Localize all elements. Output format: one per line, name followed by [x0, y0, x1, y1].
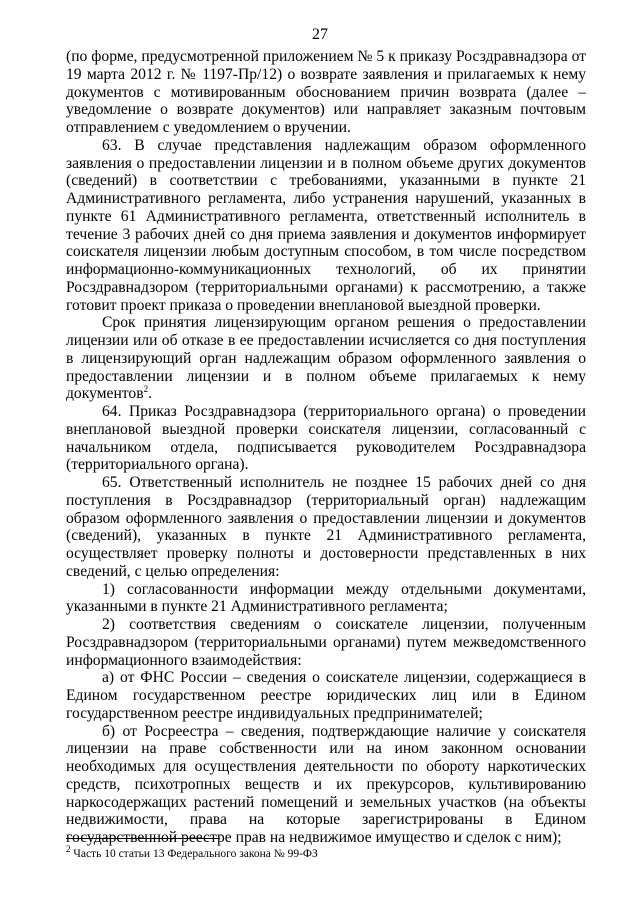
paragraph: (по форме, предусмотренной приложением № 5 к приказу Росздравнадзора от 19 марта 2012 г. № 1197-Пр/12) о возврате заявления и прилагаемых к нему документов с мотивированным обоснованием причин возврата (далее – уведомление о возврате документов) или направляет заказным почтовым отправлением с уведомлением о вручении.	[66, 48, 586, 136]
paragraph: Срок принятия лицензирующим органом решения о предоставлении лицензии или об отказе в ее предоставлении исчисляется со дня поступления в лицензирующий орган надлежащим образом оформленного заявления о предоставлении лицензии и в полном объеме прилагаемых к нему документов$^2$.	[66, 314, 586, 403]
paragraph: 1) согласованности информации между отдельными документами, указанными в пункте 21 Административного регламента;	[66, 580, 586, 616]
paragraph: 63. В случае представления надлежащим образом оформленного заявления о предоставлении лицензии и в полном объеме других документов (сведений) в соответствии с требованиями, указанными в пункте 21 Административного регламента, либо устранения нарушений, указанных в пункте 61 Административного регламента, ответственный исполнитель в течение 3 рабочих дней со дня приема заявления и документов информирует соискателя лицензии любым доступным способом, в том числе посредством информационно-коммуникационных технологий, об их принятии Росздравнадзором (территориальными органами) к рассмотрению, а также готовит проект приказа о проведении внеплановой выездной проверки.	[66, 136, 586, 314]
footnote-reference[interactable]: 2	[143, 384, 149, 395]
document-body	[66, 48, 586, 847]
page-number: 27	[312, 26, 328, 43]
footnote-divider	[66, 838, 220, 839]
paragraph: а) от ФНС России – сведения о соискателе лицензии, содержащиеся в Едином государственном реестре юридических лиц или в Едином государственном реестре индивидуальных предпринимателей;	[66, 669, 586, 722]
footnote	[66, 844, 586, 861]
footnote-text: Часть 10 статьи 13 Федерального закона № 99-ФЗ	[73, 848, 318, 860]
paragraph: 64. Приказ Росздравнадзора (территориального органа) о проведении внеплановой выездной проверки соискателя лицензии, согласованный с начальником отдела, подписывается руководителем Росздравнадзора (территориального органа).	[66, 403, 586, 474]
paragraph: 65. Ответственный исполнитель не позднее 15 рабочих дней со дня поступления в Росздравнадзор (территориальный орган) надлежащим образом оформленного заявления о предоставлении лицензии и документов (сведений), указанных в пункте 21 Административного регламента, осуществляет проверку полноты и достоверности представленных в них сведений, с целью определения:	[66, 474, 586, 580]
paragraph-text: Срок принятия лицензирующим органом решения о предоставлении лицензии или об отказе в ее предоставлении исчисляется со дня поступления в лицензирующий орган надлежащим образом оформленного заявления о предоставлении лицензии и в полном объеме прилагаемых к нему документов	[66, 314, 586, 403]
paragraph: 2) соответствия сведениям о соискателе лицензии, полученным Росздравнадзором (территориальными органами) путем межведомственного информационного взаимодействия:	[66, 616, 586, 669]
paragraph: б) от Росреестра – сведения, подтверждающие наличие у соискателя лицензии на праве собственности или на ином законном основании необходимых для осуществления деятельности по обороту наркотических средств, психотропных веществ и их прекурсоров, культивированию наркосодержащих растений помещений и земельных участков (на объекты недвижимости, права на которые зарегистрированы в Едином государственной реестре прав на недвижимое имущество и сделок с ним);	[66, 722, 586, 846]
footnote-marker: 2	[66, 844, 71, 855]
